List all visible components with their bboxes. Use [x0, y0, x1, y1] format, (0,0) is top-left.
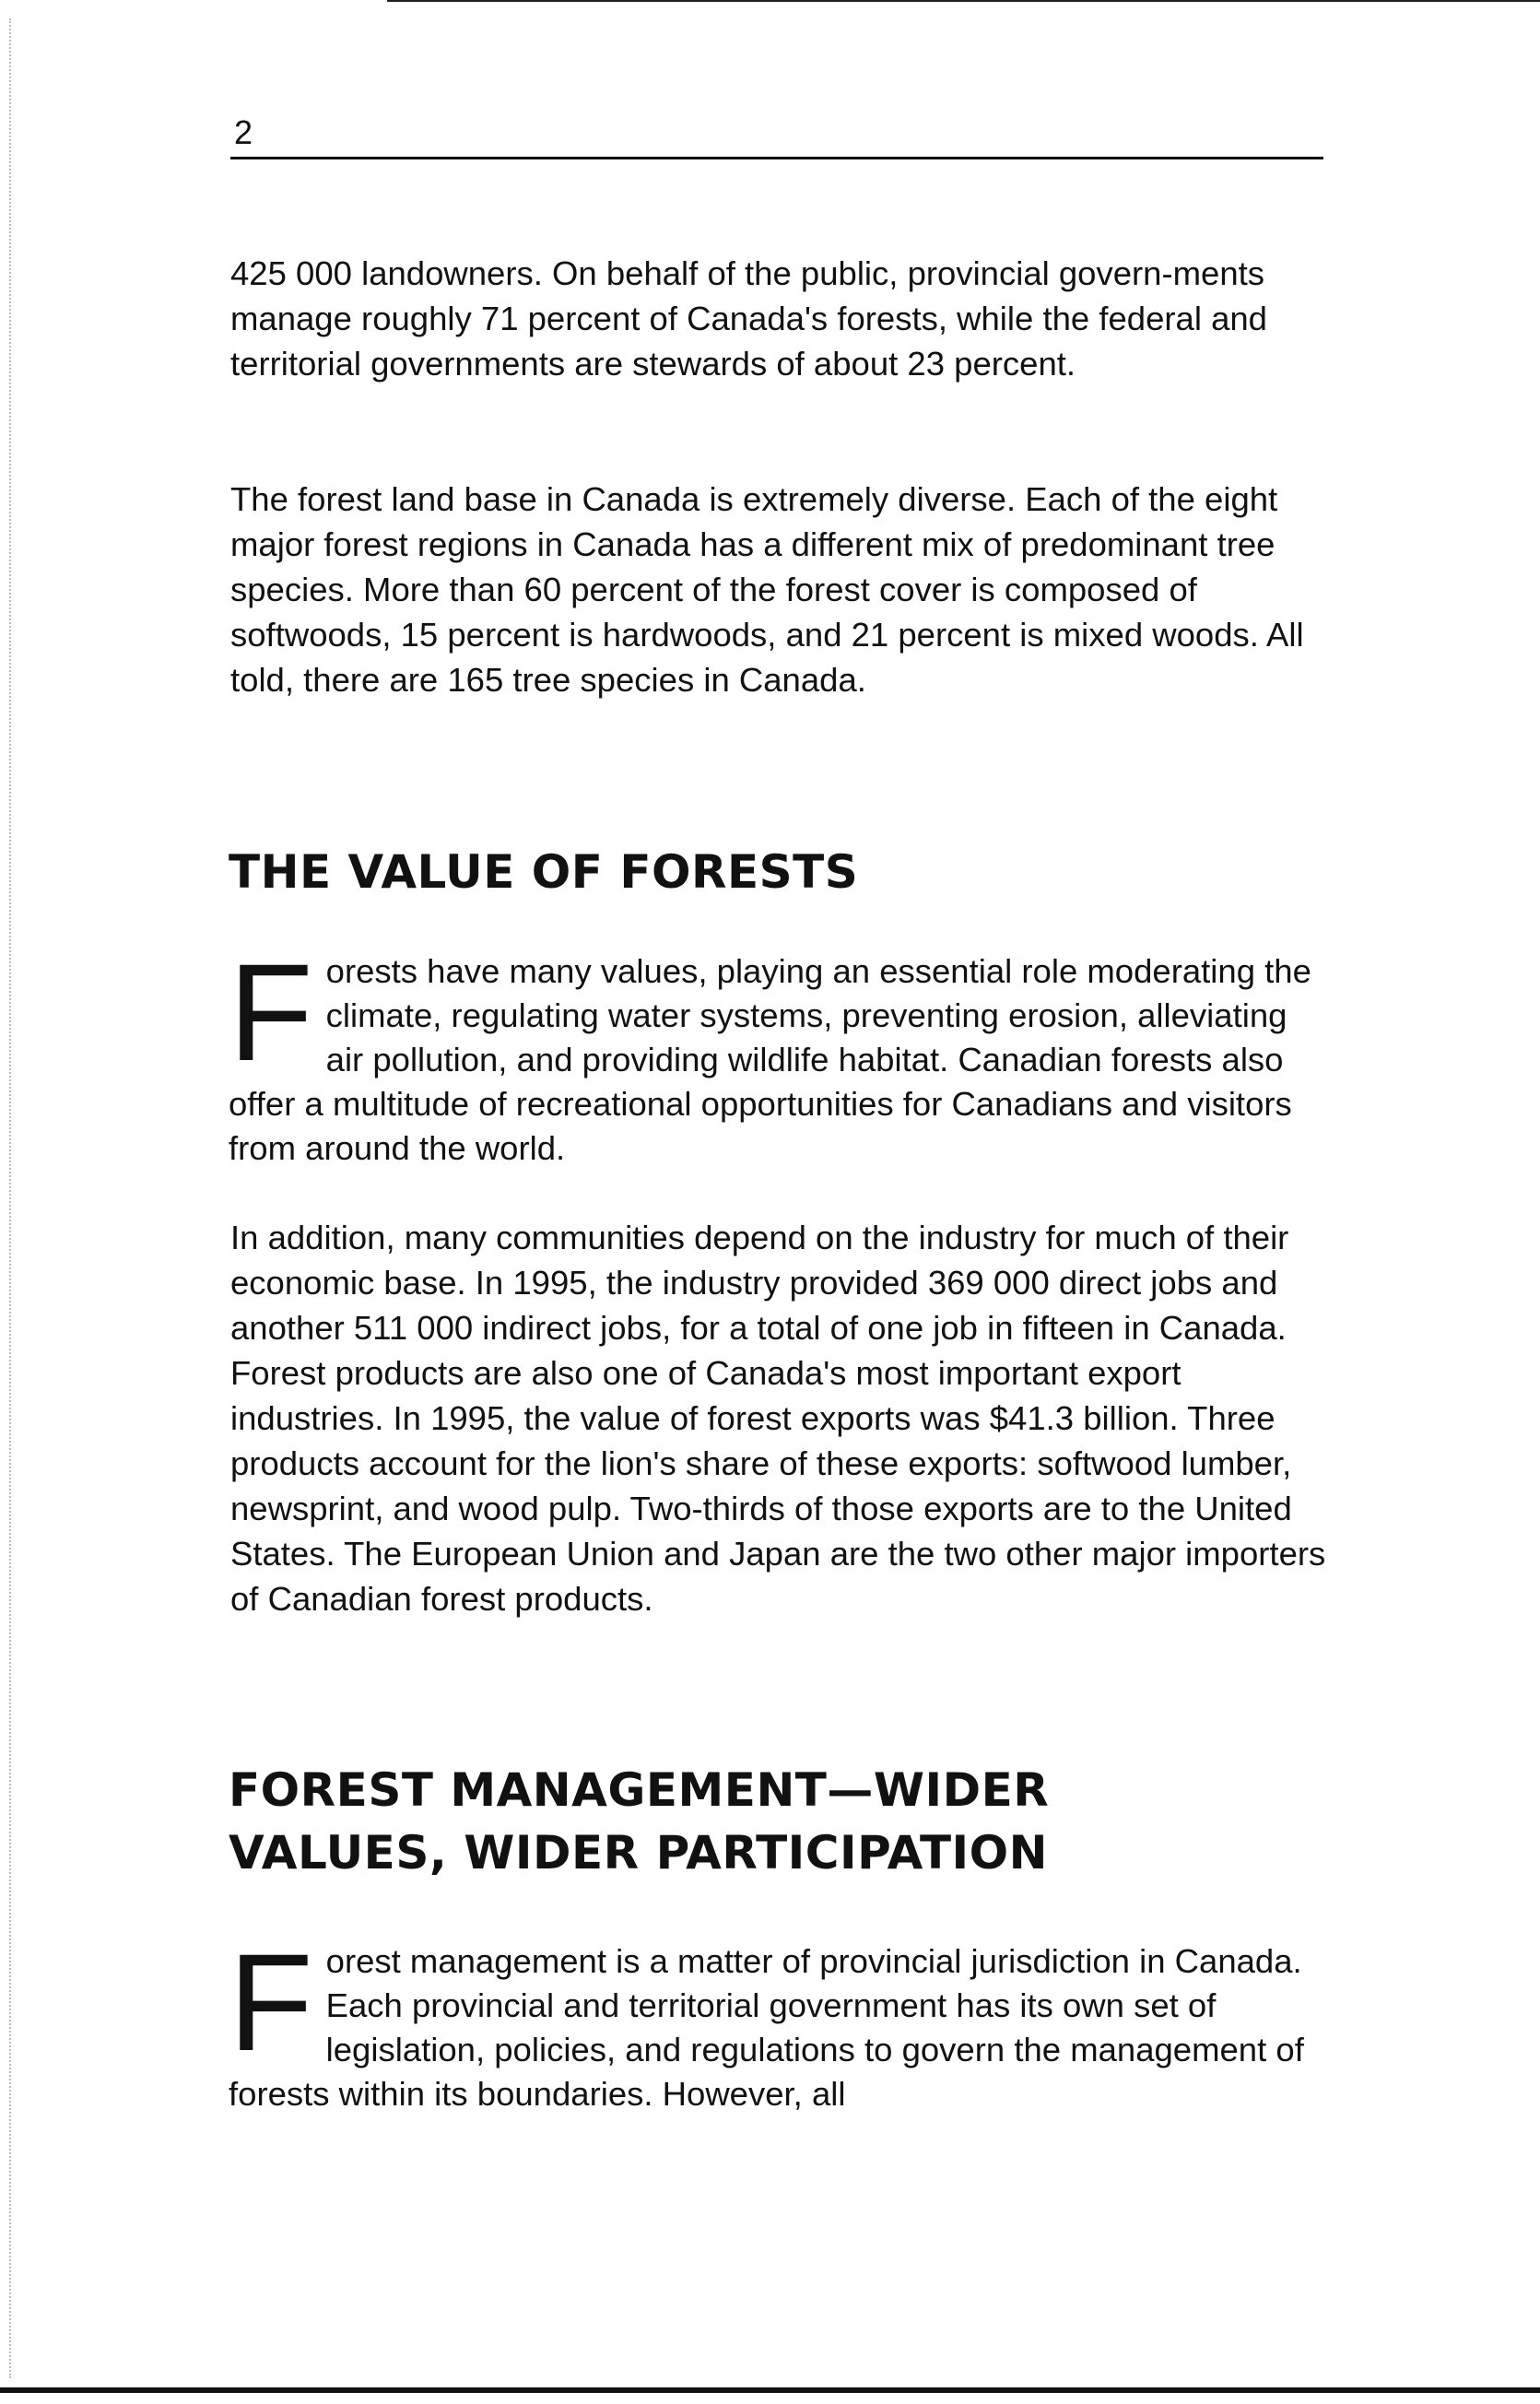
paragraph-forest-management — [229, 1925, 1327, 2116]
section-heading-value-of-forests: THE VALUE OF FORESTS — [229, 845, 859, 899]
scan-edge-top — [387, 0, 1540, 2]
paragraph-land-base: The forest land base in Canada is extremely diverse. Each of the eight major forest regions in Canada has a different mix of predominant tree species. More than 60 percent of the forest cover is composed of softwoods, 15 percent is hardwoods, and 21 percent is mixed woods. All told, there are 165 tree species in Canada. — [230, 480, 1304, 699]
section-heading-line-2: VALUES, WIDER PARTICIPATION — [229, 1826, 1049, 1880]
section-heading-line-1: FOREST MANAGEMENT—WIDER — [229, 1763, 1050, 1817]
paragraph-landowners: 425 000 landowners. On behalf of the public, provincial govern-ments manage roughly 71 percent of Canada's forests, while the federal and territorial governments are stewards of about 23 percent. — [230, 254, 1267, 383]
paragraph-forest-values-text: orests have many values, playing an essential role moderating the climate, regulating water systems, preventing erosion, alleviating air pollution, and providing wildlife habitat. Canadian forests also offer a multitude of recreational opportunities for Canadians and visitors from around the world. — [229, 952, 1311, 1167]
scan-edge-bottom — [0, 2387, 1540, 2393]
section-heading-forest-management — [229, 1759, 1325, 1884]
drop-cap-letter: F — [229, 1925, 313, 2080]
paragraph-forest-management-text: orest management is a matter of provincial jurisdiction in Canada. Each provincial and territorial government has its own set of legislation, policies, and regulations to govern the management of forests within its boundaries. However, all — [229, 1942, 1304, 2113]
page-number: 2 — [234, 113, 253, 151]
page-header-rule — [230, 109, 1323, 159]
paragraph-forest-values — [229, 935, 1327, 1171]
scan-edge-left — [9, 18, 13, 2378]
paragraph-economic-base: In addition, many communities depend on the industry for much of their economic base. In 1995, the industry provided 369 000 direct jobs and another 511 000 indirect jobs, for a total of one job in fifteen in Canada. Forest products are also one of Canada's most important export industries. In 1995, the value of forest exports was $41.3 billion. Three products account for the lion's share of these exports: softwood lumber, newsprint, and wood pulp. Two-thirds of those exports are to the United States. The European Union and Japan are the two other major importers of Canadian forest products. — [230, 1219, 1326, 1618]
drop-cap-letter: F — [229, 935, 313, 1090]
